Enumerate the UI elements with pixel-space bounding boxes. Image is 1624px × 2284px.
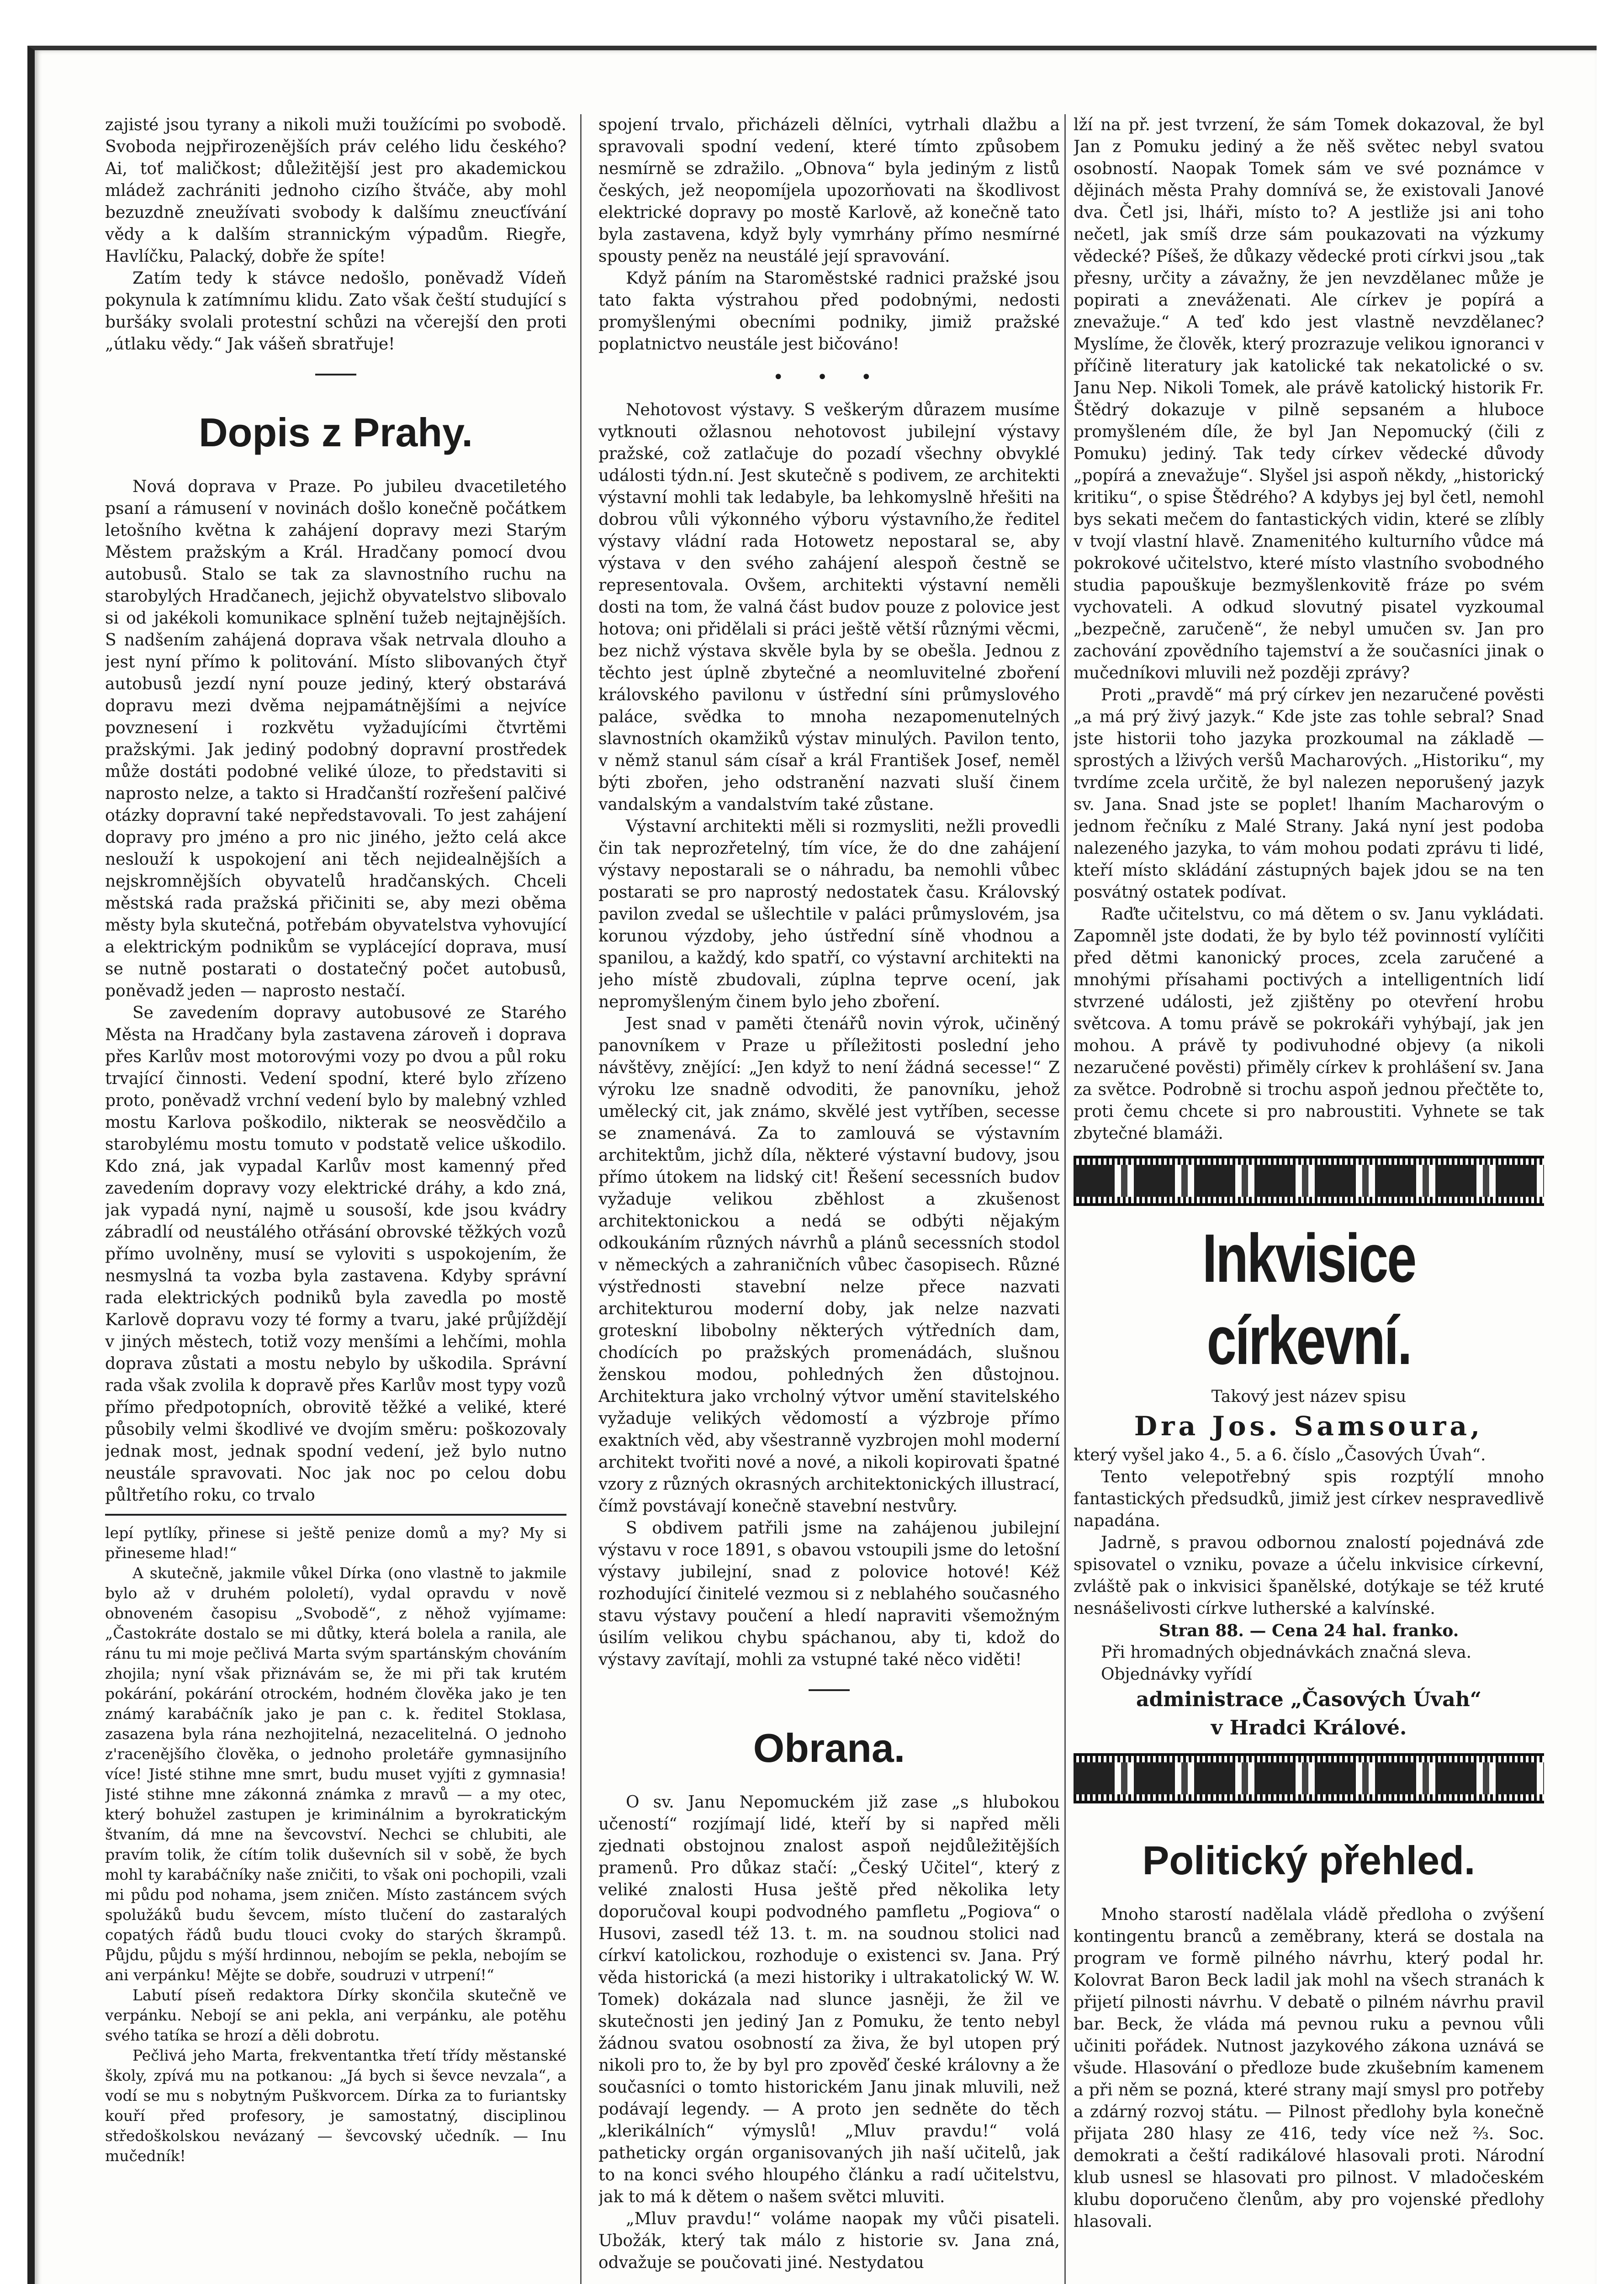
- column-1: [105, 114, 566, 2284]
- article-paragraph: „Mluv pravdu!“ voláme naopak my vůči pisateli. Ubožák, který tak málo z historie sv. Jana zná, odvažuje se poučovati jiné. Nestydatou: [598, 2210, 1060, 2272]
- intro-paragraph: zajisté jsou tyrany a nikoli muži toužícími po svobodě. Svoboda nejpřirozenějších práv celého lidu českého? Ai, toť maličkost; důležitější jest pro akademickou mládež zachrániti jednoho cizího štváče, aby mohl bezuzdně zneužívati svobody k dalšímu zneucťívání vědy a k dalším strannickým výpadům. Riegře, Havlíčku, Palacký, dobře že spíte!: [105, 116, 566, 266]
- article-paragraph: Nehotovost výstavy. S veškerým důrazem musíme vytknouti ožlasnou nehotovost jubilejní výstavy pražské, což zatlačuje do pozadí všechny obvyklé události týdn.ní. Jest skutečně s podivem, ze architekti výstavní mohli tak ledabyle, ba lehkomyslně hřešiti na dobrou vůli výkonného výboru výstavního,že ředitel výstavy vládní rada Hotowetz nepostaral se, aby výstava v den svého zahájení alespoň čestně se representovala. Ovšem, architekti výstavní neměli dosti na tom, že valná část budov pouze z polovice jest hotova; oni přidělali si práci ještě větší různými věcmi, bez nichž výstava skvěle byla by se obešla. Jednou z těchto jest úplně zbytečné a neomluvitelné zboření královského pavilonu v ústřední síni průmyslového paláce, svědka to mnoha nezapomenutelných slavnostních okamžiků výstav minulých. Pavilon tento, v němž stanul sám císař a král František Josef, neměl býti zbořen, jeho odstranění nazvati sluší činem vandalským a vandalstvím také zůstane.: [598, 401, 1060, 814]
- asterism-divider: • • •: [772, 367, 886, 388]
- advert-publisher: administrace „Časových Úvah“: [1136, 1688, 1482, 1711]
- feuilleton-paragraph: Pečlivá jeho Marta, frekventantka třetí třídy městanské školy, zpívá mu na potkanou: „Já bych si ševce nevzala“, a vodí se mu s nobytným Puškvorcem. Dírka za to furiantsky kouří před profesory, je samostatný, disciplinou středoškolskou nevázaný — ševcovský učedník. — Inu mučedník!: [105, 2046, 566, 2165]
- advert-line: Objednávky vyřídí: [1101, 1665, 1252, 1684]
- column-divider: [1064, 114, 1066, 2284]
- article-paragraph: spojení trvalo, přicházeli dělníci, vytrhali dlažbu a spravovali spodní vedení, které tímto způsobem nesmírně se zdražilo. „Obnova“ byla jediným z listů českých, jež neopomíjela upozorňovati na škodlivost elektrické dopravy po mostě Karlově, až konečně tato byla zastavena, když byly vymrhány přímo nesmírné spousty peněz na neustálé její spravování.: [598, 116, 1060, 266]
- advert-line: Tento velepotřebný spis rozptýlí mnoho fantastických předsudků, jimiž jest církev nespravedlivě napadána.: [1074, 1468, 1544, 1530]
- ornamental-border: [1074, 1156, 1544, 1206]
- ornamental-border: [1074, 1753, 1544, 1803]
- advert-price: Stran 88. — Cena 24 hal. franko.: [1158, 1621, 1459, 1640]
- article-paragraph: Výstavní architekti měli si rozmysliti, nežli provedli čin tak neprozřetelný, tím více, že do dne zahájení výstavy nepostarali se o náhradu, ba nemohli vůbec postarati se pro naprostý nedostatek času. Královský pavilon zvedal se ušlechtile v paláci průmyslovém, jsa korunou výzdoby, jeho ústřední síně vhodnou a spanilou, a každý, kdo spatří, co výstavní architekti na jeho místě zbudovali, zúplna teprve ocení, jak nepromyšleným činem bylo jeho zboření.: [598, 817, 1060, 1011]
- feuilleton-paragraph: lepí pytlíky, přinese si ještě penize domů a my? My si přineseme hlad!“: [105, 1524, 566, 1562]
- feuilleton-paragraph: A skutečně, jakmile vůkel Dírka (ono vlastně to jakmile bylo až v druhém pololetí), vydal opravdu v nově obnoveném časopisu „Svobodě“, z něhož vyjímame: „Častokráte dostalo se mi důtky, která bolela a ranila, ale ránu tu mi moje pečlivá Marta svým spartánským chováním zhojila; nyní však přiznávám se, že mi při tak krutém pokárání, pokárání otrockém, hodném člověka jako je ten známý karabáčník jako je pan c. k. ředitel Stoklasa, zasazena byla rána nezhojitelná, nezacelitelná. O jednoho z'racenějšího člověka, o jednoho proletáře gymnasijního více! Jisté stihne mne smrt, budu muset vyjíti z gymnasia! Jisté stihne mne zákonná známka z mravů — a my otec, který bohužel zastupen je kriminálnim a byrokratickým štvaním, dá mne na ševcovství. Nechci se chlubiti, ale pravím tolik, že cítím tolik duševních sil v sobě, že bych mohl ty karabáčníky naše zničiti, to však oni pochopili, vzali mi půdu pod nohama, jsem zničen. Místo zastáncem svých spolužáků budu ševcem, místo tlučení do zastaralých copatých řádů budu tlouci cvoky do starých škrampů. Půjdu, půjdu s mýší hrdinnou, nebojím se pekla, nebojím se ani verpánku! Mějte se dobře, soudruzi v utrpení!“: [105, 1564, 566, 1984]
- feuilleton-paragraph: Labutí píseň redaktora Dírky skončila skutečně ve verpánku. Nebojí se ani pekla, ani verpánku, ale potěhu svého tatíka se hrozí a děli dobrotu.: [105, 1986, 566, 2044]
- column-3: [1074, 114, 1544, 2284]
- column-2: [598, 114, 1060, 2284]
- advert-line: který vyšel jako 4., 5. a 6. číslo „Časových Úvah“.: [1074, 1446, 1486, 1465]
- article-paragraph: Když páním na Staroměstské radnici pražské jsou tato fakta výstrahou před podobnými, nedosti promyšlenými obecními podniky, jimiž pražské poplatnictvo neustále jest bičováno!: [598, 269, 1060, 354]
- article-paragraph: Mnoho starostí nadělala vládě předloha o zvýšení kontingentu branců a zeměbrany, která se dostala na program ve formě pilného návrhu, který podal hr. Kolovrat Baron Beck ladil jak mohl na všech stranách k přijetí pilnosti návrhu. V debatě o pilném návrhu pravil bar. Beck, že vláda má pevnou ruku a pevnou vůli učiniti pořádek. Nutnost jazykového zákona uznává se všude. Hlasování o předloze bude zkušebním kamenem a při něm se pozná, které strany mají smysl pro potřeby a zdárný rozvoj státu. — Pilnost předlohy byla konečně přijata 280 hlasy ze 416, tedy více než ⅔. Soc. demokrati a čeští radikálové hlasovali proti. Národní klub usnesl se hlasovati pro pilnost. V mladočeském klubu doporučeno členům, aby pro vojenské předlohy hlasovali.: [1074, 1905, 1544, 2231]
- article-paragraph: Proti „pravdě“ má prý církev jen nezaručené pověsti „a má prý živý jazyk.“ Kde jste zas tohle sebral? Snad jste historii toho jazyka prozkoumal na základě — sprostých a lživých veršů Macharových. „Historiku“, my tvrdíme zcela určitě, že byl nalezen neporušený jazyk sv. Jana. Snad jste se poplet! lhaním Macharovým o jednom řečníku z Malé Strany. Jaká nyní jest podoba nalezeného jazyka, to vám mohou podati zprávu ti lidé, kteří místo skládání zástupných bajek jdou se na ten posvátný ostatek podívat.: [1074, 686, 1544, 902]
- advert-city: v Hradci Králové.: [1211, 1716, 1407, 1739]
- article-paragraph: Nová doprava v Praze. Po jubileu dvacetiletého psaní a rámusení v novinách došlo konečně počátkem letošního května k zahájení dopravy mezi Starým Městem pražským a Král. Hradčany pomocí dvou autobusů. Stalo se tak za slavnostního ruchu na starobylých Hradčanech, jejichž obyvatelstvo slibovalo si od jakékoli komunikace splnění tužeb nejtajnějších. S nadšením zahájená doprava však netrvala dlouho a jest nyní přímo k politování. Místo slibovaných čtyř autobusů jezdí nyní pouze jediný, který obstarává dopravu mezi dvěma nejpamátnějšími a nejvíce povznesení i rozkvětu vyžadujícími čtvrtěmi pražskými. Jak jediný podobný dopravní prostředek může dostáti podobné veliké úloze, to představiti si naprosto nelze, a takto si Hradčanští rozřešení palčivé otázky dopravní také nepředstavovali. To jest zahájení dopravy pro jméno a pro nic jiného, ježto celá akce neslouží k uspokojení ani těch nejidealnějších a nejskromnějších obyvatelů hradčanských. Chceli městská rada pražská přičiniti se, aby mezi oběma městy byla skutečná, potřebám obyvatelstva vyhovující a elektrickým podnikům se vyplácející doprava, musí se nutně postarati o dostatečný počet autobusů, poněvadž jeden — naprosto nestačí.: [105, 477, 566, 1000]
- article-paragraph: Jest snad v paměti čtenářů novin výrok, učiněný panovníkem v Praze u příležitosti poslední jeho návštěvy, znějící: „Jen když to není žádná secesse!“ Z výroku lze snadně odvoditi, že panovníku, jehož umělecký cit, jak známo, skvělé jest vytříben, secesse se znamenává. Za to zamlouvá se výstavním architektům, jichž díla, některé výstavní budovy, jsou přímo útokem na lidský cit! Řešení secessních budov vyžaduje velikou zběhlost a zkušenost architektonickou a nedá se odbýti nějakým odkoukáním různých návrhů a plánů secessních stodol v německých a zahraničních vůbec časopisech. Různé výstřednosti stavební nelze přece nazvati architekturou moderní doby, jak nelze nazvati groteskní libobolny některých výtředních dam, chodících po pražských promenádách, slušnou ženskou modou, pohledných žen důstojnou. Architektura jako vrcholný výtvor umění stavitelského vyžaduje velikých vědomostí a výzbroje přímo exaktních věd, aby všestranně vyzbrojen mohl moderní architekt tvořiti nové a nové, a nikoli kopirovati špatné vzory z různých okrasných architektonických illustrací, čímž povstávají konečně stavební nestvůry.: [598, 1015, 1060, 1516]
- advert-line: Takový jest název spisu: [1211, 1387, 1407, 1406]
- article-paragraph: Raďte učitelstvu, co má dětem o sv. Janu vykládati. Zapomněl jste dodati, že by bylo též povinností vylíčiti před dětmi kanonický proces, zcela zaručené a mnohými přísahami poctivých a intelligentních lidí stvrzené události, jež zjištěny po otevření hrobu světcova. A tomu právě se pokrokáři vyhýbají, jak jen mohou. A právě ty podivuhodné objevy (a nikoli nezaručené pověsti) přiměly církev k prohlášení sv. Jana za světce. Podrobně si trochu aspoň jednou přečtěte to, proti čemu chcete si pro nabroustiti. Vyhnete se tak zbytečné blamáži.: [1074, 905, 1544, 1143]
- article-paragraph: O sv. Janu Nepomuckém již zase „s hlubokou učeností“ rozjímají lidé, kteří by si napřed měli zjednati obstojnou znalost aspoň nejdůležitějších pramenů. Pro důkaz stačí: „Český Učitel“, který z veliké znalosti Husa ještě před několika lety doporučoval koupi podvodného pamfletu „Pogiova“ o Husovi, zasedl též 13. t. m. na soudnou stolici nad církví katolickou, rozhoduje o existenci sv. Jana. Prý věda historická (a mezi historiky i ultrakatolický W. W. Tomek) dokázala nad slunce jasněji, že žil ve skutečnosti jen jediný Jan z Pomuku, že tento nebyl žádnou svatou osobností za živa, že byl utopen prý nikoli pro to, že by byl pro zpověď české královny a že současníci o tomto historickém Janu jinak mluvili, než podávají legendy. — A proto jen sedněte do těch „klerikálních“ výmyslů! „Mluv pravdu!“ volá patheticky orgán organisovaných jih naší učitelů, jak to na konci svého hloupého článku a radí učitelstvu, jak to má k dětem o našem světci mluviti.: [598, 1793, 1060, 2206]
- article-paragraph: S obdivem patřili jsme na zahájenou jubilejní výstavu v roce 1891, s obavou vstoupili jsme do letošní výstavy jubilejní, snad z polovice hotové! Kéž rozhodující činitelé vezmou si z neblahého současného stavu výstavy poučení a hledí napraviti všemožným úsilím velikou chybu spáchanou, aby ti, kdož do výstavy zavítají, mohli za vstupné také něco viděti!: [598, 1519, 1060, 1669]
- fold-divider: [105, 1514, 566, 1516]
- advert-line: Při hromadných objednávkách značná sleva.: [1101, 1643, 1472, 1662]
- section-title-obrana: Obrana.: [753, 1725, 905, 1771]
- column-divider: [580, 114, 582, 2284]
- article-paragraph: Se zavedením dopravy autobusové ze Starého Města na Hradčany byla zastavena zároveň i doprava přes Karlův most motorovými vozy po dvou a půl roku trvající činnosti. Vedení spodní, které bylo zřízeno proto, poněvadž vrchní vedení bylo by malebný vzhled mostu Karlova poškodilo, nikterak se neosvědčilo a starobylému mostu tomuto v podstatě velice uškodilo. Kdo zná, jak vypadal Karlův most kamenný před zavedením dopravy vozy elektrické dráhy, a kdo zná, jak vypadá nyní, najmě u sousoší, kde jsou kvádry zábradlí od neustálého otřásání obrovské těžkých vozů přímo uvolněny, musí se vyloviti s uspokojením, že nesmyslná ta vozba byla zastavena. Kdyby správní rada elektrických podniků byla zavedla po mostě Karlově dopravu vozy té formy a tvaru, jaké průjíždějí v jiných městech, totiž vozy menšími a lehčími, mohla doprava zůstati a mostu nebylo by uškodila. Správní rada však zvolila k dopravě přes Karlův most typy vozů přímo předpotopních, obrovitě těžké a veliké, které působily velmi škodlivé ve dvojím směru: poškozovaly jednak most, jednak spodní vedení, jež bylo nutno neustále spravovati. Noc jak noc po celou dobu půltřetího roku, co trvalo: [105, 1004, 566, 1505]
- section-divider: [315, 374, 356, 375]
- advert-line: Jadrně, s pravou odbornou znalostí pojednává zde spisovatel o vzniku, povaze a účelu inkvisice církevní, zvláště pak o inkvisici španělské, dotýkaje se též kruté nesnášelivosti církve lutherské a kalvínské.: [1074, 1533, 1544, 1618]
- article-paragraph: lží na př. jest tvrzení, že sám Tomek dokazoval, že byl Jan z Pomuku jediný a že něš světec nebyl svatou osobností. Naopak Tomek sám ve své poznámce v dějinách města Prahy domnívá se, že existovali Janové dva. Četl jsi, lháři, místo to? A jestliže jsi ani toho nečetl, jak smíš drze sám poukazovati na výzkumy vědecké? Píšeš, že důkazy vědecké proti církvi jsou „tak přesny, určity a závažny, že jen nevzdělanec může je popirati a zneváženati. Ale církev je popírá a znevažuje.“ A teď kdo jest vlastně nevzdělanec? Myslíme, že člověk, který prozrazuje velikou ignoranci v příčině literatury jak katolické tak nekatolické o sv. Janu Nep. Nikoli Tomek, ale právě katolický historik Fr. Štědrý dokazuje v pilně sepsaném a hluboce promyšleném díle, že byl Jan Nepomucký (čili z Pomuku) jediný. Tak tedy církev vědecké důvody „popírá a znevažuje“. Slyšel jsi aspoň někdy, „historický kritiku“, o spise Štědrého? A kdybys jej byl četl, nemohl bys sekati mečem do fantastických vidin, které se zlíbly v tvojí vlastní hlavě. Znamenitého kulturního vůdce má pokrokové učitelstvo, které místo vlastního svobodného studia papouškuje bezmyšlenkovitě fráze po svém vychovateli. A odkud slovutný pisatel vyzkoumal „bezpečně, zaručeně“, že nebyl umučen sv. Jan pro zachování zpovědního tajemství a že současníci jinak o mučedníkovi mluvili než později zprávy?: [1074, 116, 1544, 682]
- section-title-politicky-prehled: Politický přehled.: [1142, 1838, 1476, 1883]
- section-title-dopis-z-prahy: Dopis z Prahy.: [199, 410, 473, 455]
- advert-title: Inkvisice církevní.: [1202, 1220, 1416, 1379]
- advert-author: Dra Jos. Samsoura,: [1134, 1411, 1484, 1442]
- intro-paragraph: Zatím tedy k stávce nedošlo, poněvadž Vídeň pokynula k zatímnímu klidu. Zato však čeští studující s buršáky svolali protestní schůzi na včerejší den proti „útlaku vědy.“ Jak vášeň sbratřuje!: [105, 269, 566, 354]
- section-divider: [809, 1689, 850, 1691]
